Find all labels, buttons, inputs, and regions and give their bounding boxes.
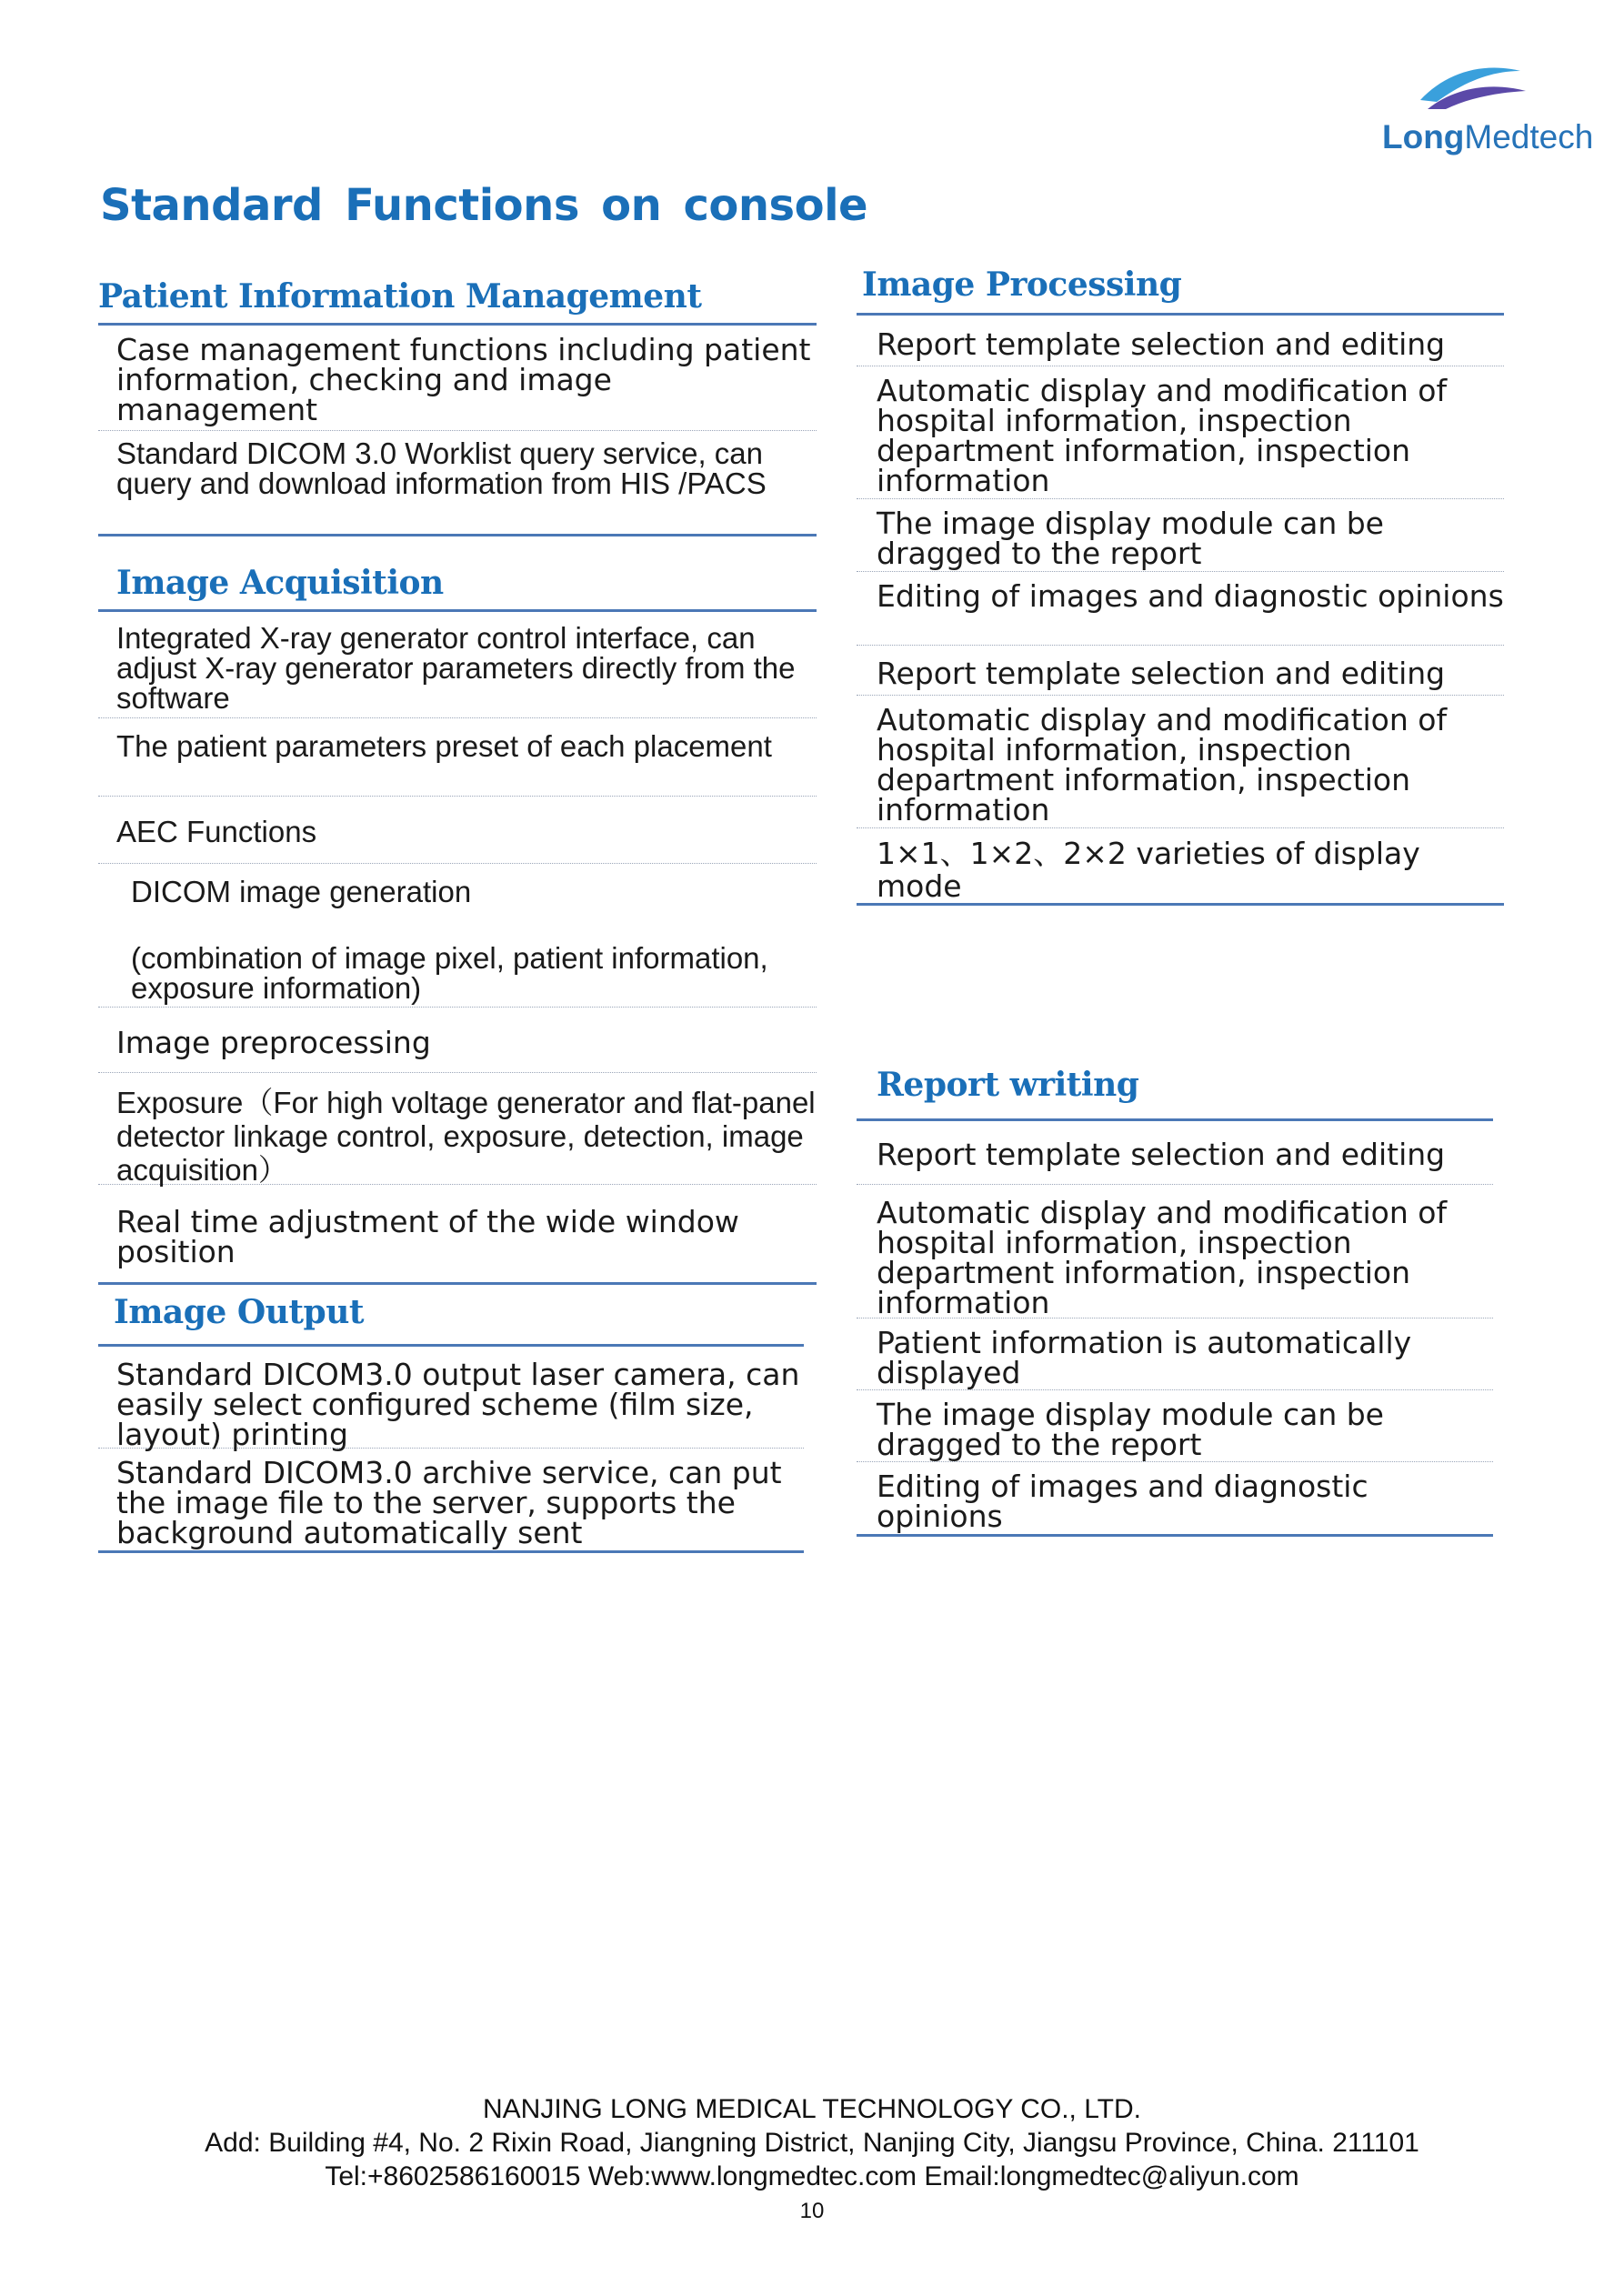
- list-item: Standard DICOM3.0 output laser camera, can easily select configured scheme (film size, layout) printing: [98, 1347, 804, 1449]
- list-item: Editing of images and diagnostic opinions: [857, 572, 1504, 646]
- list-item: Report template selection and editing: [857, 316, 1504, 366]
- section-heading: Image Output: [114, 1293, 365, 1331]
- list-item: Patient information is automatically displayed: [857, 1318, 1493, 1390]
- list-item: Exposure（For high voltage generator and flat-panel detector linkage control, exposure, detection, image acquisition）: [98, 1073, 817, 1185]
- list-item: Real time adjustment of the wide window position: [98, 1185, 817, 1285]
- list-item-line: DICOM image generation: [131, 875, 472, 908]
- list-item: Image preprocessing: [98, 1008, 817, 1073]
- list-item: [98, 864, 817, 1008]
- list-item: The image display module can be dragged to the report: [857, 499, 1504, 572]
- list-item: Standard DICOM3.0 archive service, can put the image file to the server, supports the background automatically sent: [98, 1449, 804, 1553]
- section-image-output: [98, 1293, 804, 1553]
- list-item: Automatic display and modification of hospital information, inspection department information, inspection information: [857, 366, 1504, 499]
- wave-logo-icon: [1418, 55, 1528, 111]
- list-item: Report template selection and editing: [857, 1121, 1493, 1185]
- list-item: Automatic display and modification of hospital information, inspection department information, inspection information: [857, 696, 1504, 828]
- section-heading: Report writing: [877, 1066, 1139, 1104]
- list-item: Automatic display and modification of hospital information, inspection department information, inspection information: [857, 1185, 1493, 1318]
- section-patient-info: [98, 277, 817, 536]
- list-item: Standard DICOM 3.0 Worklist query service, can query and download information from HIS /PACS: [98, 431, 817, 536]
- footer-company: NANJING LONG MEDICAL TECHNOLOGY CO., LTD.: [482, 2094, 1141, 2124]
- list-item: 1×1、1×2、2×2 varieties of display mode: [857, 828, 1504, 906]
- section-image-processing: [857, 266, 1504, 906]
- section-heading: Image Processing: [862, 266, 1182, 304]
- footer-address: Add: Building #4, No. 2 Rixin Road, Jiangning District, Nanjing City, Jiangsu Province, China. 211101: [205, 2128, 1419, 2158]
- list-item: The patient parameters preset of each placement: [98, 718, 817, 797]
- list-item: Integrated X-ray generator control interface, can adjust X-ray generator parameters directly from the software: [98, 612, 817, 718]
- logo-text-bold: Long: [1382, 118, 1465, 155]
- logo-text: [1382, 118, 1593, 156]
- section-report-writing: [857, 1066, 1493, 1537]
- page-title: Standard Functions on console: [100, 180, 868, 231]
- section-heading: Image Acquisition: [116, 564, 444, 602]
- company-logo: [1364, 55, 1600, 159]
- section-image-acquisition: [98, 564, 817, 1285]
- list-item: Report template selection and editing: [857, 646, 1504, 696]
- list-item-line: (combination of image pixel, patient information, exposure information): [131, 941, 768, 1005]
- logo-text-rest: Medtech: [1464, 118, 1594, 155]
- list-item: The image display module can be dragged to the report: [857, 1390, 1493, 1462]
- section-heading: Patient Information Management: [98, 277, 702, 316]
- list-item: Editing of images and diagnostic opinions: [857, 1462, 1493, 1537]
- page-number: 10: [799, 2199, 825, 2223]
- list-item: AEC Functions: [98, 797, 817, 864]
- list-item: Case management functions including patient information, checking and image management: [98, 326, 817, 431]
- footer-contact: Tel:+8602586160015 Web:www.longmedtec.com Email:longmedtec@aliyun.com: [325, 2161, 1299, 2191]
